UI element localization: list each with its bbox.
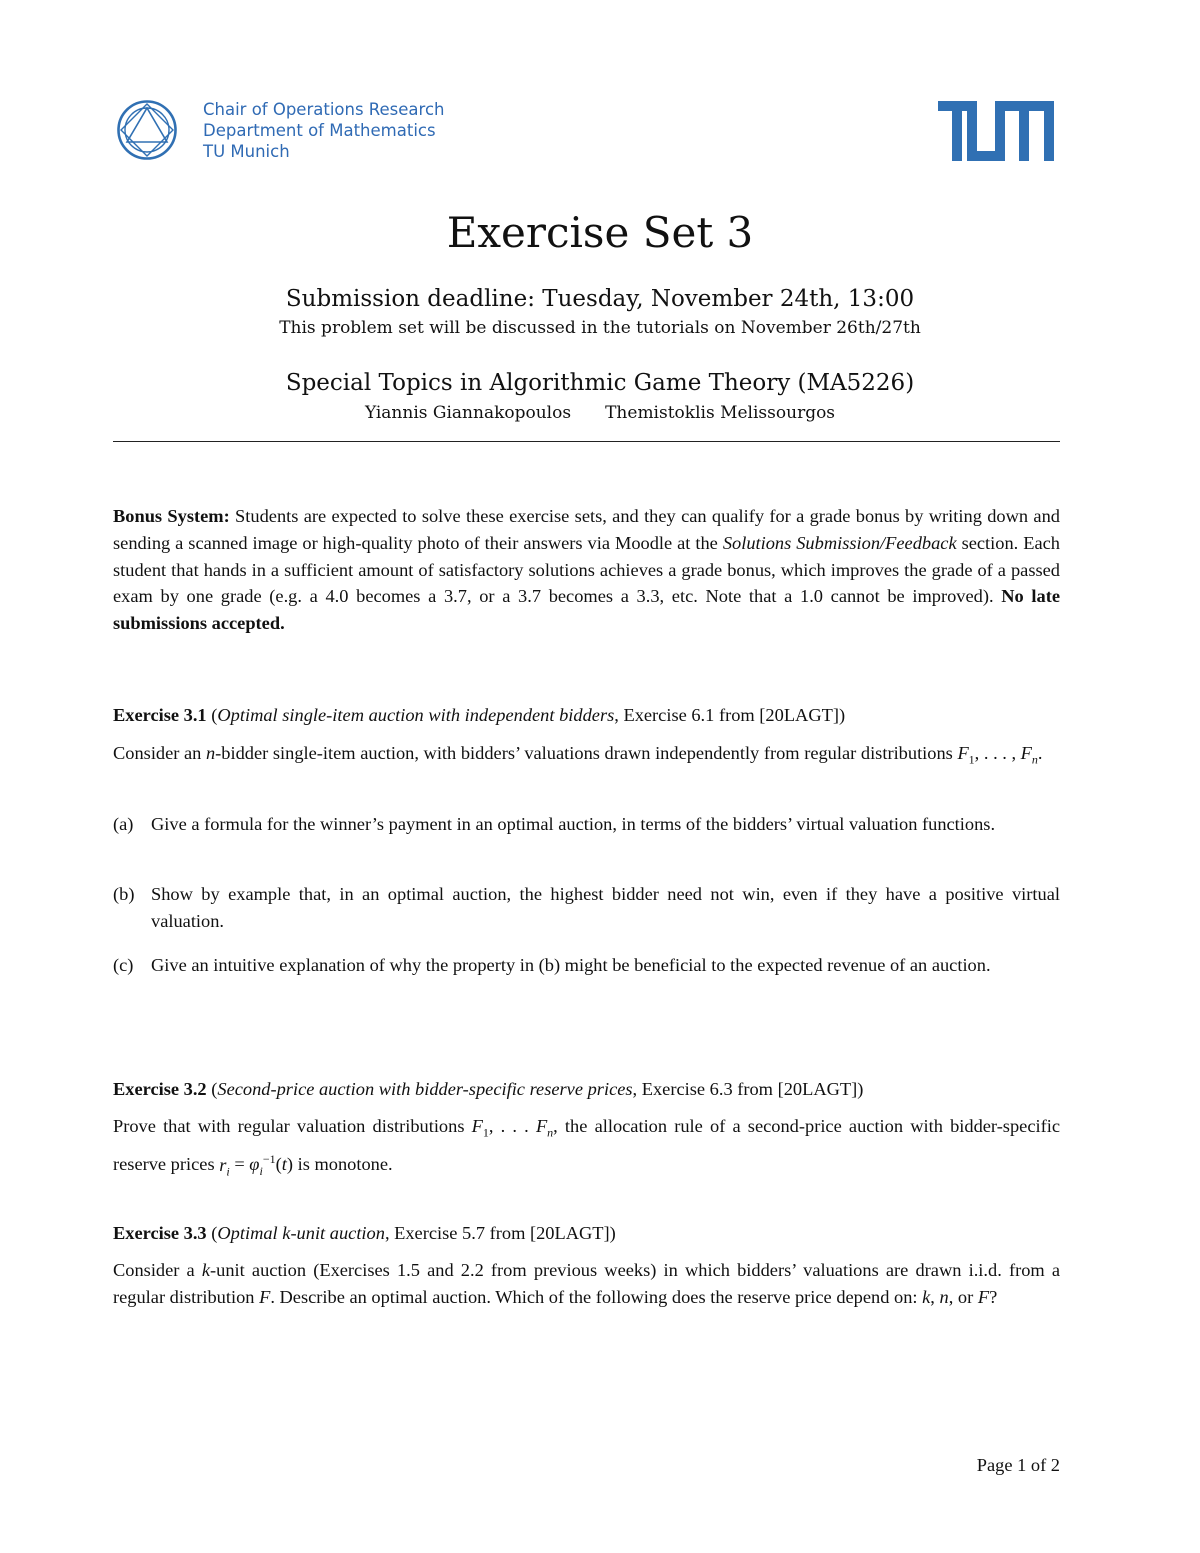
chair-name: Chair of Operations Research: [203, 100, 445, 119]
math-sub: n: [1031, 752, 1038, 767]
exercise-intro: Consider an n-bidder single-item auction, with bidders’ valuations drawn independently from regular distributions $F_1$, . . . , $F_n$.: [113, 743, 1043, 767]
exercise-label: Exercise 3.1: [113, 705, 207, 725]
math-var: n: [205, 743, 216, 763]
exercise-source: , Exercise 6.3 from [20LAGT]): [632, 1079, 864, 1099]
bonus-text: Students are expected to solve these exercise sets, and they can qualify for a grade bonus by writing down and sending a scanned image or high-quality photo of their answers via Moodle at the: [113, 506, 1060, 553]
bonus-label: Bonus System:: [113, 506, 230, 526]
submission-deadline: Submission deadline: Tuesday, November 24th, 13:00: [285, 286, 915, 312]
text: -bidder single-item auction, with bidders’ valuations drawn independently from regular distributions: [215, 743, 958, 763]
item-text: Give an intuitive explanation of why the property in (b) might be beneficial to the expected revenue of an auction.: [151, 955, 991, 975]
course-title: Special Topics in Algorithmic Game Theory (MA5226): [285, 370, 915, 396]
exercise-topic: -unit auction: [290, 1223, 385, 1243]
text: . Describe an optimal auction. Which of the following does the reserve price depend on:: [270, 1286, 923, 1307]
list-item: [113, 952, 1060, 1006]
header-divider: [113, 441, 1060, 442]
text: is monotone.: [292, 1154, 393, 1175]
text: -unit auction (Exercises 1.5 and 2.2 from previous weeks) in which bidders’ valuations are drawn i.i.d. from a regular distribution: [113, 1260, 1061, 1307]
exercise-topic: Optimal: [217, 1223, 283, 1243]
exercise-topic: Optimal single-item auction with independent bidders: [217, 705, 615, 725]
item-label: (c): [113, 955, 134, 975]
page-title: Exercise Set 3: [446, 208, 754, 257]
text: .: [1037, 743, 1043, 763]
authors: [100, 401, 1100, 425]
math-sub: 1: [968, 752, 975, 767]
item-label: (b): [113, 884, 135, 904]
item-text: Show by example that, in an optimal auction, the highest bidder need not win, even if they have a positive virtual valuation.: [151, 884, 1060, 931]
department-name: Department of Mathematics: [203, 121, 436, 140]
exercise-topic: k: [282, 1223, 291, 1243]
exercise-title: Exercise 3.2 (Second-price auction with bidder-specific reserve prices, Exercise 6.3 from [20LAGT]): [113, 1079, 864, 1099]
discussion-note: This problem set will be discussed in the tutorials on November 26th/27th: [279, 318, 921, 338]
text: Consider an: [113, 743, 206, 763]
item-label: (a): [113, 814, 134, 834]
text: , the allocation rule of a second-price auction with bidder-specific reserve prices: [113, 1116, 1060, 1175]
list-item: [113, 881, 1060, 935]
author-name: Themistoklis Melissourgos: [605, 403, 836, 423]
exercise-topic: Second-price auction with bidder-specific reserve prices: [217, 1079, 633, 1099]
exercise-body: Prove that with regular valuation distributions $F_1$, . . . $F_n$, the allocation rule of a second-price auction with bidder-specific reserve prices $r_i = \varphi_i^{-1}(t)$ is monotone.: [113, 1116, 1060, 1179]
text: Prove that with regular valuation distributions: [113, 1116, 472, 1136]
exercise-source: , Exercise 6.1 from [20LAGT]): [614, 705, 846, 725]
item-text: Give a formula for the winner’s payment in an optimal auction, in terms of the bidders’ virtual valuation functions.: [151, 814, 996, 834]
exercise-body: Consider a k-unit auction (Exercises 1.5 and 2.2 from previous weeks) in which bidders’ valuations are drawn i.i.d. from a regular distribution F. Describe an optimal auction. Which of the following does the reserve price depend on: k, n, or F?: [113, 1260, 1061, 1307]
math-var: F: [957, 743, 969, 763]
exercise-label: Exercise 3.3: [113, 1223, 207, 1243]
exercise-label: Exercise 3.2: [113, 1079, 207, 1099]
page-number: Page 1 of 2: [976, 1455, 1060, 1475]
text: , or: [948, 1286, 978, 1307]
text: , . . . ,: [974, 743, 1021, 763]
tum-logo-icon: [938, 101, 1054, 161]
exercise-title: Exercise 3.1 (Optimal single-item auction with independent bidders, Exercise 6.1 from [20LAGT]): [113, 705, 846, 725]
list-item: [113, 811, 1060, 865]
bonus-system-paragraph: [113, 503, 1060, 637]
exercise-title: Exercise 3.3 (Optimal k-unit auction, Exercise 5.7 from [20LAGT]): [113, 1223, 616, 1243]
university-name: TU Munich: [203, 142, 290, 161]
text: Consider a: [113, 1260, 202, 1280]
bonus-text: section. Each student that hands in a sufficient amount of satisfactory solutions achieves a grade bonus, which improves the grade of a passed exam by one grade (e.g. a 4.0 becomes a 3.7, or a 3.7 becomes a 3.3, etc. Note that a 1.0 cannot be improved).: [113, 532, 1060, 607]
author-name: Yiannis Giannakopoulos: [364, 403, 572, 423]
exercise-source: , Exercise 5.7 from [20LAGT]): [384, 1223, 616, 1243]
bonus-section-name: Solutions Submission/Feedback: [722, 532, 957, 553]
chair-logo-icon: [116, 99, 178, 161]
no-late-submissions: No late submissions accepted.: [113, 586, 1060, 634]
